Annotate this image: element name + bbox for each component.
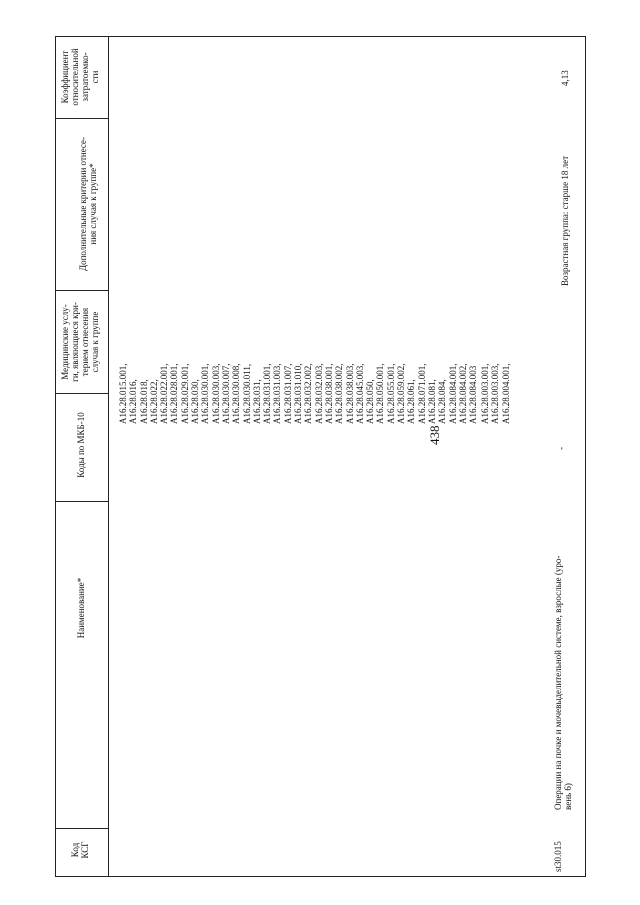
services-list-continued: A16.28.015.001, A16.28.016, A16.28.018, A16.28.022, A16.28.022.001, A16.28.028.001, A16.28.029.001, A16.28.030, A16.28.030.001, A16.28.030.003, A16.28.030.007, A16.28.030.008, A16.28.030.011, A16.28.031, A16.28.031.001, A16.28.031.003, A16.28.031.007, A16.28.031.010, A16.28.032.002, A16.28.032.003, A16.28.038.001, A16.28.038.002, A16.28.038.003, A16.28.045.003, A16.28.050, A16.28.050.001, A16.28.055.001, A16.28.059.002, A16.28.061, A16.28.071.001, A16.28.081, A16.28.084, A16.28.084.001, A16.28.084.002, A16.28.084.003 [118,363,479,424]
header-name: Наименование* [76,577,86,639]
table-border-top [55,36,586,37]
header-coef: Коэффициент относительной затратоемко- сти [60,48,100,106]
table-border-right [585,36,586,876]
table-border-left [55,36,56,876]
page-number: 438 [427,425,442,445]
header-criteria: Дополнительные критерии отнесе- ния случая к группе* [78,136,98,272]
header-separator [108,36,109,876]
col-divider-5 [55,828,108,829]
table-border-bottom [55,876,586,877]
header-services: Медицинские услу- ги, являющиеся кри- терием отнесения случая к группе [60,302,100,382]
header-code: Код КСГ [70,841,90,859]
col-divider-4 [55,501,108,502]
row-criteria: Возрастная группа: старше 18 лет [560,155,570,286]
header-mkb: Коды по МКБ-10 [76,412,86,478]
row-name: Операции на почке и мочевыделительной системе, взрослые (уро- вень 6) [553,555,573,810]
col-divider-3 [55,393,108,394]
row-coef: 4,13 [560,70,570,86]
col-divider-2 [55,290,108,291]
row-code: st30.015 [553,841,563,872]
services-list-st30-015: A16.28.003.001, A16.28.003.003, A16.28.004.001, [480,363,511,424]
col-divider-1 [55,118,108,119]
row-mkb: - [556,447,566,450]
